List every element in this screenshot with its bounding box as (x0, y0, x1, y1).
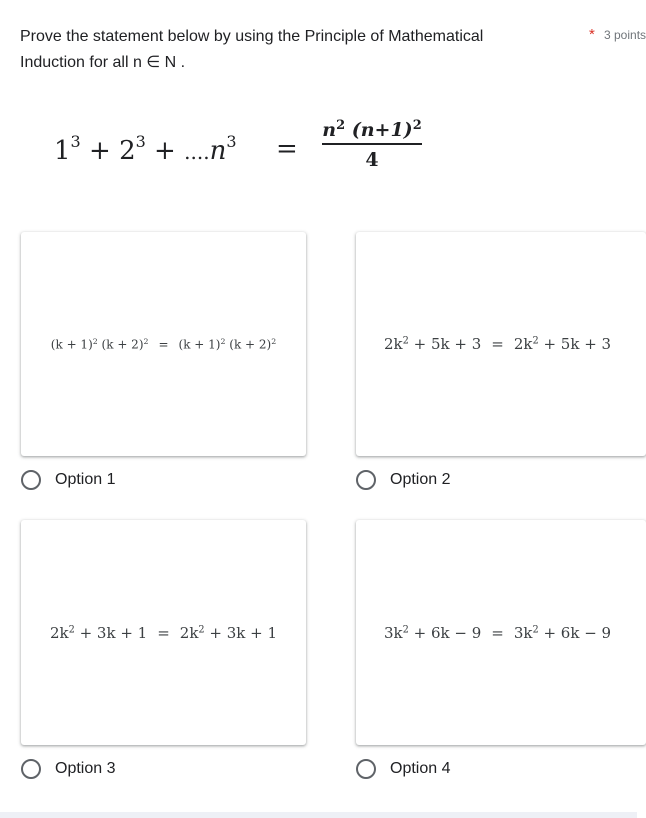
question-line-1: Prove the statement below by using the Principle of Mathematical (20, 28, 484, 45)
question-text (20, 24, 540, 76)
formula-numerator: $n^2$ $(n+1)^2$ (322, 118, 422, 145)
option-4-image-card[interactable] (356, 520, 646, 745)
option-1-label: Option 1 (55, 471, 116, 488)
option-4-equation: $3k^2 + 6k - 9 = 3k^2 + 6k - 9$ (384, 623, 612, 642)
option-1-choice[interactable] (21, 470, 115, 490)
option-4-choice[interactable] (356, 759, 450, 779)
formula-fraction (322, 118, 422, 171)
formula-denominator: 4 (365, 149, 379, 171)
option-3-equation: $2k^2 + 3k + 1 = 2k^2 + 3k + 1$ (49, 623, 278, 642)
option-3-radio[interactable] (21, 759, 41, 779)
option-4-label: Option 4 (390, 760, 451, 777)
bottom-divider (0, 812, 637, 818)
points-label: 3 points (604, 28, 646, 42)
option-2-equation: $2k^2 + 5k + 3 = 2k^2 + 5k + 3$ (384, 335, 612, 353)
question-line-2: Induction for all n ∈ N . (20, 54, 186, 71)
formula-lhs: $1^3 + 2^3 + ....n^3$ (54, 132, 237, 166)
option-3-label: Option 3 (55, 760, 116, 777)
formula-equals: = (276, 134, 298, 164)
option-2-label: Option 2 (390, 471, 451, 488)
option-3-image-card[interactable] (21, 520, 306, 745)
option-2-choice[interactable] (356, 470, 450, 490)
option-1-equation: $(k + 1)^2$ $(k + 2)^2 = (k + 1)^2$ $(k + 2)^2$ (50, 336, 277, 352)
option-4-radio[interactable] (356, 759, 376, 779)
option-2-image-card[interactable] (356, 232, 646, 456)
required-asterisk: * (589, 26, 595, 43)
option-2-radio[interactable] (356, 470, 376, 490)
option-3-choice[interactable] (21, 759, 115, 779)
option-1-radio[interactable] (21, 470, 41, 490)
option-1-image-card[interactable] (21, 232, 306, 456)
